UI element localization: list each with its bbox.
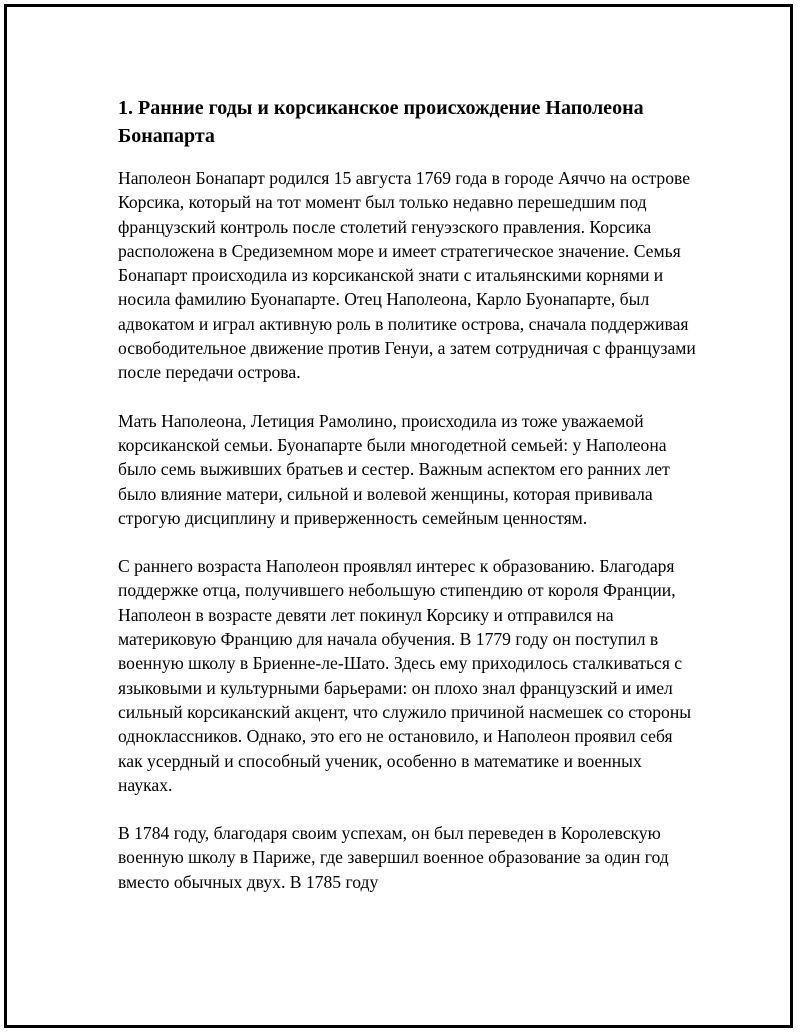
section-heading: 1. Ранние годы и корсиканское происхождение Наполеона Бонапарта [118, 97, 644, 147]
document-body [118, 94, 698, 894]
paragraph-1: Наполеон Бонапарт родился 15 августа 1769 года в городе Аяччо на острове Корсика, который на тот момент был только недавно перешедшим под французский контроль после столетий генуэзского правления. Корсика расположена в Средиземном море и имеет стратегическое значение. Семья Бонапарт происходила из корсиканской знати с итальянскими корнями и носила фамилию Буонапарте. Отец Наполеона, Карло Буонапарте, был адвокатом и играл активную роль в политике острова, сначала поддерживая освободительное движение против Генуи, а затем сотрудничая с французами после передачи острова. [118, 168, 696, 383]
paragraph-4: В 1784 году, благодаря своим успехам, он был переведен в Королевскую военную школу в Париже, где завершил военное образование за один год вместо обычных двух. В 1785 году [118, 823, 669, 892]
paragraph-2: Мать Наполеона, Летиция Рамолино, происходила из тоже уважаемой корсиканской семьи. Буонапарте были многодетной семьей: у Наполеона было семь выживших братьев и сестер. Важным аспектом его ранних лет было влияние матери, сильной и волевой женщины, которая прививала строгую дисциплину и приверженность семейным ценностям. [118, 410, 670, 528]
paragraph-3: С раннего возраста Наполеон проявлял интерес к образованию. Благодаря поддержке отца, получившего небольшую стипендию от короля Франции, Наполеон в возрасте девяти лет покинул Корсику и отправился на материковую Францию для начала обучения. В 1779 году он поступил в военную школу в Бриенне-ле-Шато. Здесь ему приходилось сталкиваться с языковыми и культурными барьерами: он плохо знал французский и имел сильный корсиканский акцент, что служило причиной насмешек со стороны одноклассников. Однако, это его не остановило, и Наполеон проявил себя как усердный и способный ученик, особенно в математике и военных науках. [118, 556, 692, 795]
